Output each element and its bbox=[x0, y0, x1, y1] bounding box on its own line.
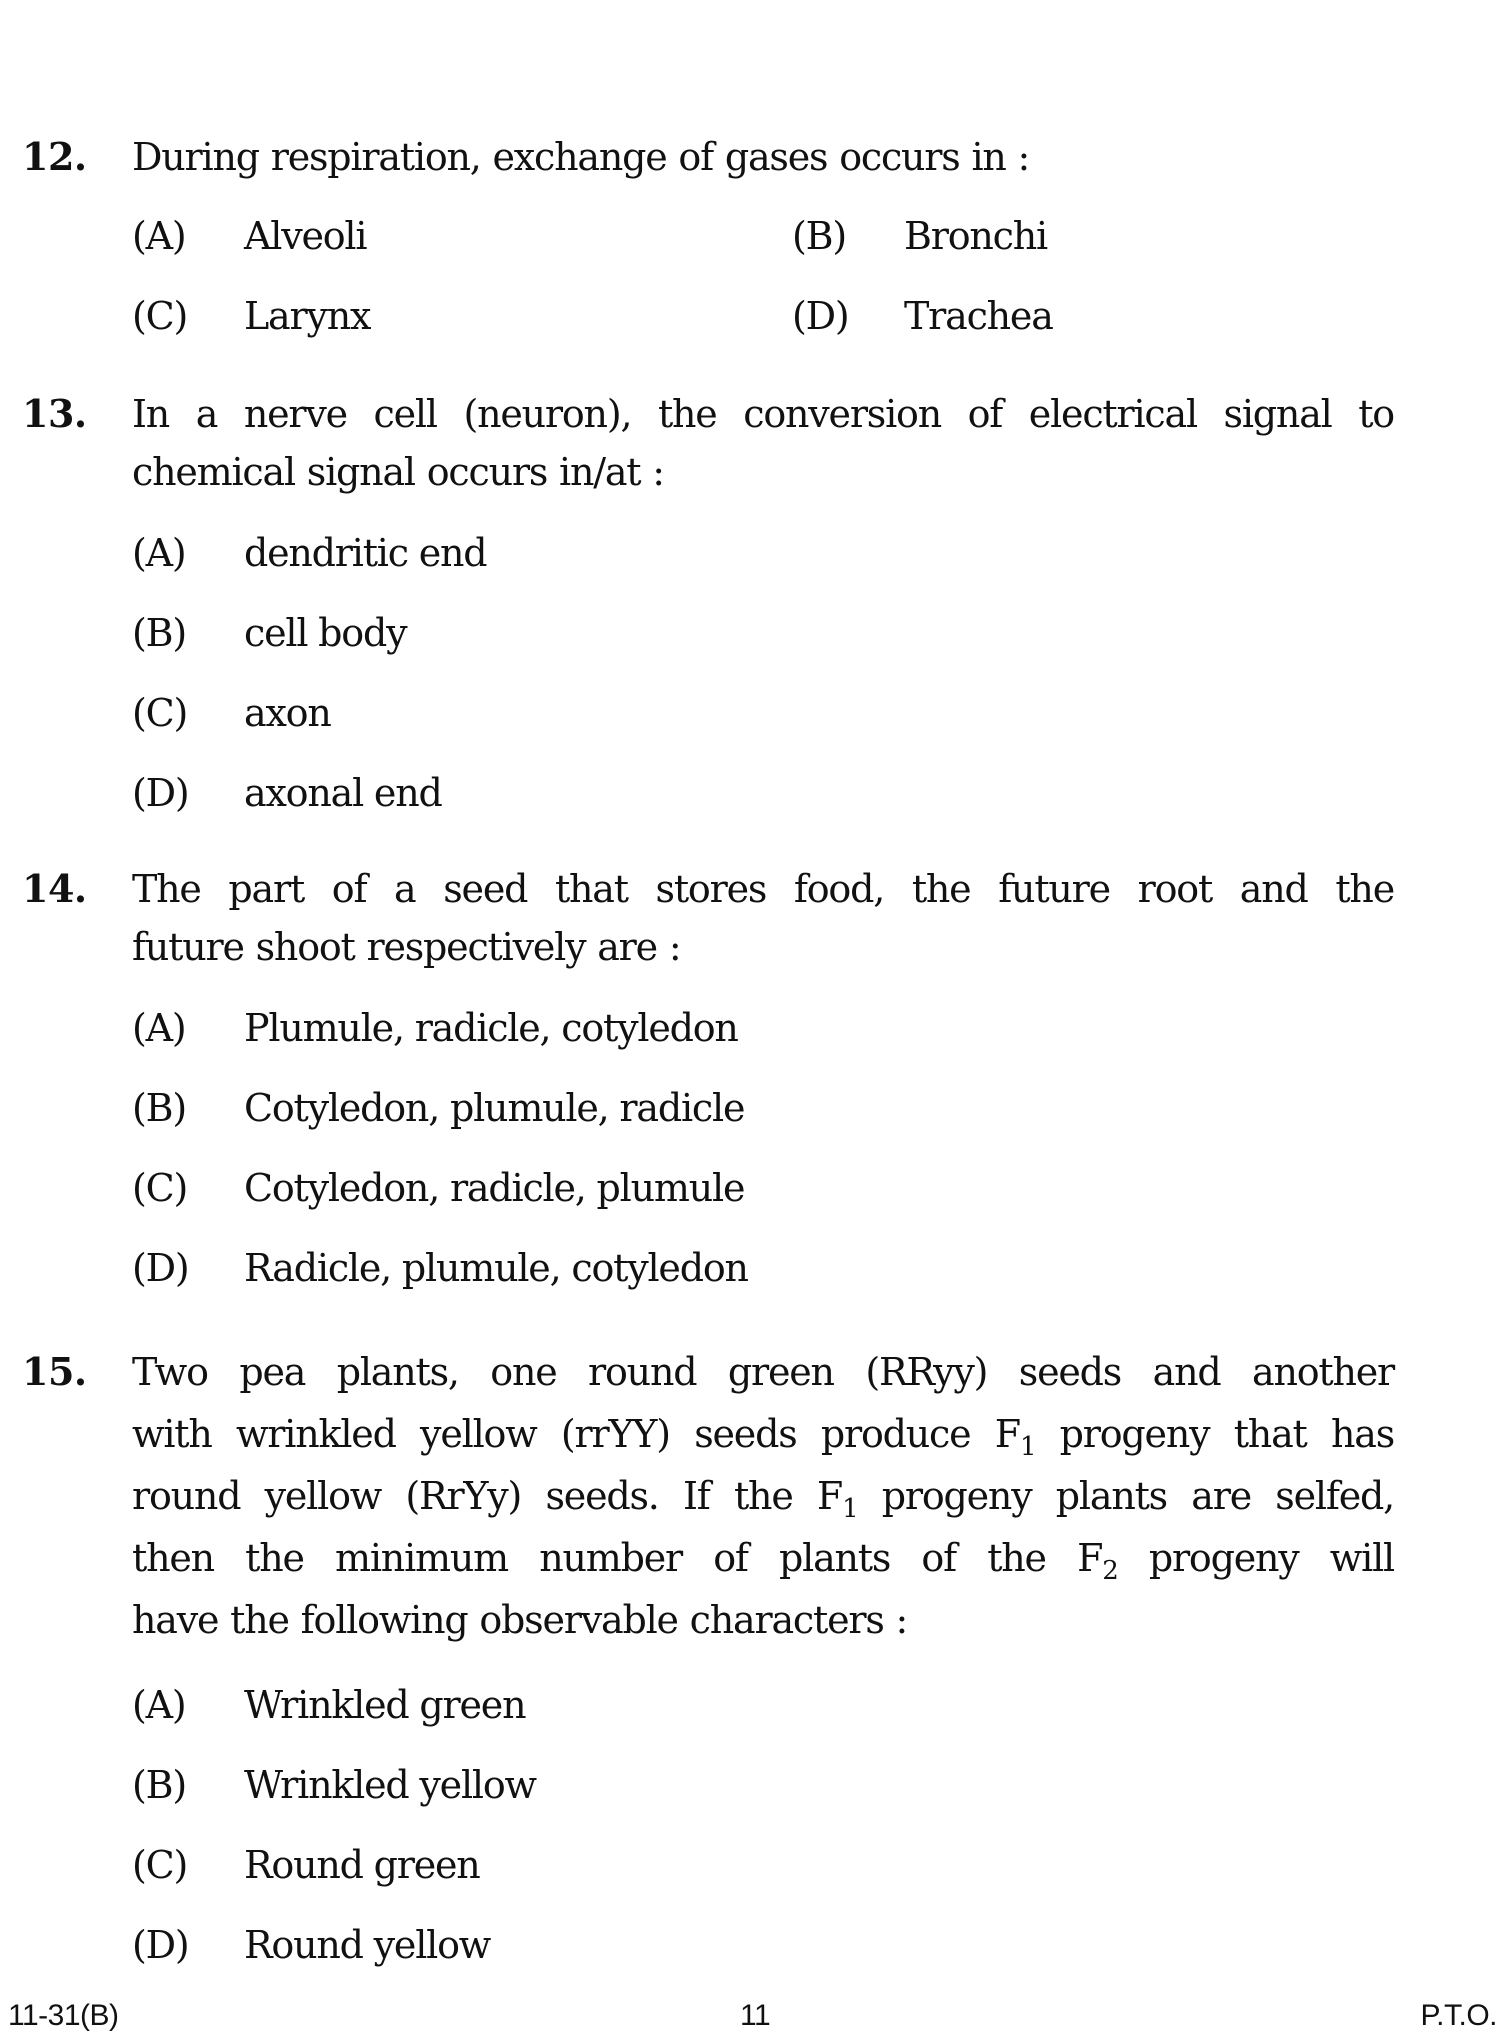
option-text: Larynx bbox=[244, 294, 371, 338]
question-number: 12. bbox=[22, 134, 87, 179]
option-label: (D) bbox=[132, 771, 189, 815]
question-text: During respiration, exchange of gases occurs in : bbox=[132, 135, 1030, 179]
question-number: 13. bbox=[22, 391, 87, 436]
question-number: 15. bbox=[22, 1349, 87, 1394]
option-text: Bronchi bbox=[904, 214, 1047, 258]
option-label: (D) bbox=[132, 1923, 189, 1967]
option-text: Radicle, plumule, cotyledon bbox=[244, 1246, 748, 1290]
option-label: (C) bbox=[132, 1166, 188, 1210]
option-text: axon bbox=[244, 691, 331, 735]
option-label: (A) bbox=[132, 1006, 186, 1050]
question-line: with wrinkled yellow (rrYY) seeds produce $F_1$ progeny that has bbox=[132, 1412, 1394, 1462]
option-text: Round green bbox=[244, 1843, 480, 1887]
option-text: Wrinkled green bbox=[244, 1683, 526, 1727]
question-line: then the minimum number of plants of the $F_2$ progeny will bbox=[132, 1536, 1394, 1586]
footer-page-number: 11 bbox=[740, 1999, 771, 2032]
option-text: cell body bbox=[244, 611, 407, 655]
question-line: round yellow (RrYy) seeds. If the $F_1$ progeny plants are selfed, bbox=[132, 1474, 1394, 1524]
option-text: Cotyledon, plumule, radicle bbox=[244, 1086, 745, 1130]
option-label: (A) bbox=[132, 214, 186, 258]
question-text: In a nerve cell (neuron), the conversion of electrical signal to chemical signal occurs in/at : bbox=[132, 392, 1394, 494]
option-text: axonal end bbox=[244, 771, 442, 815]
option-text: Plumule, radicle, cotyledon bbox=[244, 1006, 738, 1050]
option-text: dendritic end bbox=[244, 531, 487, 575]
footer-pto: P.T.O. bbox=[1420, 1999, 1497, 2032]
option-text: Wrinkled yellow bbox=[244, 1763, 536, 1807]
question-number: 14. bbox=[22, 866, 87, 911]
option-label: (C) bbox=[132, 294, 188, 338]
option-label: (B) bbox=[132, 1086, 186, 1130]
option-text: Alveoli bbox=[244, 214, 367, 258]
option-label: (D) bbox=[132, 1246, 189, 1290]
option-text: Trachea bbox=[904, 294, 1053, 338]
question-line: have the following observable characters : bbox=[132, 1598, 908, 1642]
question-text: The part of a seed that stores food, the future root and the future shoot respectively are : bbox=[132, 867, 1394, 969]
option-text: Round yellow bbox=[244, 1923, 491, 1967]
question-line: Two pea plants, one round green (RRyy) seeds and another bbox=[132, 1350, 1394, 1394]
footer-code: 11-31(B) bbox=[8, 1999, 119, 2032]
option-label: (B) bbox=[132, 611, 186, 655]
option-label: (A) bbox=[132, 531, 186, 575]
option-label: (B) bbox=[792, 214, 846, 258]
option-label: (C) bbox=[132, 1843, 188, 1887]
option-label: (A) bbox=[132, 1683, 186, 1727]
option-label: (C) bbox=[132, 691, 188, 735]
option-text: Cotyledon, radicle, plumule bbox=[244, 1166, 745, 1210]
option-label: (D) bbox=[792, 294, 849, 338]
option-label: (B) bbox=[132, 1763, 186, 1807]
question-text bbox=[132, 1341, 1394, 1651]
